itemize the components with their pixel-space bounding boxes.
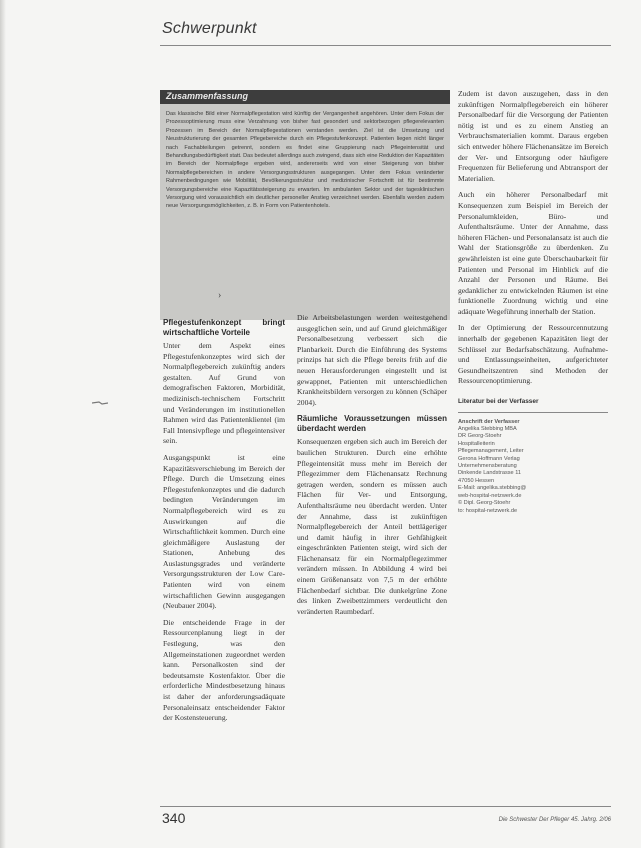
address-line: Pflegemanagement, Leiter [458, 448, 524, 455]
scan-edge-shadow [0, 0, 6, 848]
paragraph: Konsequenzen ergeben sich auch im Bereich der baulichen Strukturen. Durch eine erhöhte Pflegeintensität muss mehr im Bereich der Pflegezimmer dem Flächenansatz Rechnung getragen werden, sondern es müssen auch Flächen für Ver- und Entsorgung, Aufenthaltsräume neu überdacht werden. Unter der Annahme, dass ist zukünftigen Normalpflegebereich der Anteil bettlägeriger und damit häufig in ihrer Gehfähigkeit eingeschränkten Patienten steigt, wird sich der Flächenansatz für ein Normalpflegezimmer verändern müssen. In Abbildung 4 wird bei einem Größenansatz von 7,5 m der erhöhte Flächenbedarf sichtbar. Die dunkelgrüne Zone des linken Zweibettzimmers verdeutlicht den veränderten Raumbedarf. [297, 437, 447, 616]
paragraph: Auch ein höherer Personalbedarf mit Konsequenzen zum Beispiel im Bereich der Personalumkleiden, Büro- und Aufenthaltsräume. Unter der Annahme, dass höheren Flächen- und Personalansatz ist auch die Wahl der Stationsgröße zu überdenken. Zu gewährleisten ist eine gute Überschaubarkeit für Patienten und Personal im Hinblick auf die Anzahl der Personen und Räume. Bei gedanklicher zu entwickelnden Räumen ist eine funktionelle Zuordnung wichtig und eine adäquate Wegeführung innerhalb der Station. [458, 190, 608, 316]
address-line: to: hospital-netzwerk.de [458, 507, 518, 514]
address-line: © Dipl. Georg-Stoehr [458, 500, 511, 507]
address-line: Unternehmensberatung [458, 463, 517, 470]
paragraph: Unter dem Aspekt eines Pflegestufenkonzeptes wird sich der Normalpflegebereich zukünftig anders gestalten. Auf Grund von demografischen Faktoren, Morbidität, medizinisch-technischem Fortschritt und Veränderungen im institutionellen Rahmen wird das Patientenklientel (im Fall Intensivpflege und pflegeintensiver sein. [163, 341, 285, 446]
address-line: Dinkende Landstrasse 11 [458, 470, 522, 477]
journal-citation: Die Schwester Der Pfleger 45. Jahrg. 2/06 [498, 817, 611, 823]
section-title: Schwerpunkt [162, 20, 257, 37]
address-line: Angelika Stebbing MBA [458, 426, 517, 433]
paragraph: Die entscheidende Frage in der Ressourcenplanung liegt in der Festlegung, was den Allgemeinstationen zugeordnet werden kann. Personalkosten sind der bedeutsamste Kostenfaktor. Über die erforderliche Mindestbesetzung hinaus ist daher der anforderungsadäquate Personaleinsatz entscheidender Faktor der Kostensteuerung. [163, 617, 285, 723]
column-3 [458, 89, 608, 515]
address-line: 47050 Hessen [458, 477, 495, 484]
summary-title: Zusammenfassung [166, 91, 249, 101]
address-line: web-hospital-netzwerk.de [458, 492, 522, 499]
heading-pflegestufenkonzept: Pflegestufenkonzept bringt wirtschaftliche Vorteile [163, 318, 285, 337]
header-rule [160, 45, 611, 46]
address-line: E-Mail: angelika.stebbing@ [458, 485, 527, 492]
paragraph: Die Arbeitsbelastungen werden weitestgehend ausgeglichen sein, und auf Grund gleichmäßiger Personalbesetzung verbessert sich die Planbarkeit. Durch die Einführung des Systems prinzips hat sich die Pflege bereits früh auf die neuen Herausforderungen eingestellt und ist gewappnet, Patienten mit unterschiedlichen Krankheitsbildern versorgen zu können (Schäper 2004). [297, 313, 447, 407]
footer-rule [160, 806, 611, 807]
summary-box [160, 90, 450, 320]
paragraph: Zudem ist davon auszugehen, dass in den zukünftigen Normalpflegebereich ein höherer Personalbedarf für die Versorgung der Patienten nötig ist und es zu einem Anstieg an Verbrauchsmaterialien kommt. Daraus ergeben sich entweder höhere Flächenansätze im Bereich der Ver- und Entsorgung oder häufigere Frequenzen für Belieferung und Abtransport der Materialien. [458, 89, 608, 183]
page-number: 340 [162, 810, 186, 826]
address-line: DR Georg-Stoehr [458, 433, 502, 440]
address-title: Anschrift der Verfasser [458, 418, 520, 425]
author-address [458, 419, 608, 515]
heading-raeumliche-voraussetzungen: Räumliche Voraussetzungen müssen überdacht werden [297, 414, 447, 434]
summary-text: Das klassische Bild einer Normalpflegestation wird künftig der Vergangenheit angehören. Unter dem Fokus der Prozessoptimierung muss eine Verzahnung von bisher fast gesondert und sektorbezogen pflegerelevanten Prozessen im Bereich der Normalpflegestationen verstanden werden. Ziel ist die Umsetzung und Neustrukturierung der gesamten Pflegebereiche durch ein Pflegestufenkonzept. Patienten liegen nicht länger nach Fachabteilungen getrennt, sondern es findet eine Gruppierung nach Pflegeintensität und Behandlungsbedürftigkeit statt. Das bedeutet allerdings auch zwingend, dass sich eine Reduktion der Kapazitäten im Bereich der Normalpflege ergeben wird, andererseits wird von einer Steigerung von bisher Normalpflegebereichen in andere Versorgungsstrukturen ausgegangen. Unter dem Fokus veränderter Rahmenbedingungen wie Mobilität, Bevölkerungsstruktur und medizinischer Fortschritt ist für bestimmte Versorgungsbereiche eine Kapazitätssteigerung zu erwarten. Im ambulanten Sektor und der tagesklinischen Versorgung wird voraussichtlich ein deutlicher personeller Anstieg verzeichnet werden. Ebenfalls werden zudem neue Versorgungsmöglichkeiten, z. B. in Form von Patientenhotels. [166, 111, 444, 210]
address-line: Hospitalleiterin [458, 440, 495, 447]
paragraph: Ausgangspunkt ist eine Kapazitätsverschiebung im Bereich der Pflege. Durch die Umsetzung eines Pflegestufenkonzeptes und die dadurch bedingten Veränderungen im Normalpflegebereich wird es zu Auswirkungen auf die Wirtschaftlichkeit kommen. Durch eine gleichmäßigere Auslastung der Stationen, Anhebung des Auslastungsgrades und veränderte Versorgungsstrukturen der Low Care-Patienten wird von einem wirtschaftlichen Gewinn ausgegangen (Neubauer 2004). [163, 452, 285, 611]
references-rule [458, 412, 608, 413]
references-note: Literatur bei der Verfasser [458, 398, 539, 406]
summary-header-bar [160, 90, 450, 104]
column-1 [163, 318, 285, 730]
column-2 [297, 313, 447, 623]
paragraph: In der Optimierung der Ressourcennutzung innerhalb der gegebenen Kapazitäten liegt der Schlüssel zur Bedarfsabschätzung. Aufnahme- und Entlassungseinheiten, aufgerichteter Gesundheitszentren sind Methoden der Ressourcenoptimierung. [458, 323, 608, 386]
arrow-mark-icon: › [218, 290, 222, 301]
scan-smudge-icon [92, 401, 108, 406]
address-line: Gerona Hoffmann Verlag [458, 455, 520, 462]
